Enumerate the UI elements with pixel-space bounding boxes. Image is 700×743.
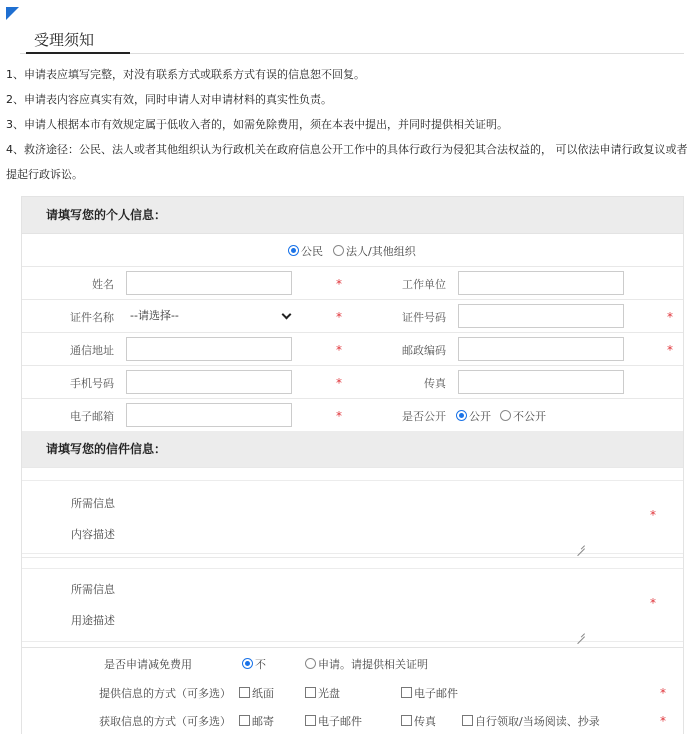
checkbox[interactable] bbox=[401, 715, 412, 726]
radio-icon[interactable] bbox=[305, 658, 316, 669]
obtain-self-option[interactable]: 自行领取/当场阅读、抄录 bbox=[462, 713, 600, 729]
fax-label: 传真 bbox=[424, 377, 446, 390]
purpose-desc-row bbox=[22, 557, 683, 647]
content-label-2: 内容描述 bbox=[71, 528, 115, 541]
content-label-1: 所需信息 bbox=[71, 497, 115, 510]
public-label: 是否公开 bbox=[402, 410, 446, 423]
provide-paper-option[interactable]: 纸面 bbox=[239, 685, 274, 701]
personal-section-header: 请填写您的个人信息： bbox=[22, 197, 683, 233]
obtain-fax-option[interactable]: 传真 bbox=[401, 713, 436, 729]
content-desc-row bbox=[22, 467, 683, 557]
obtain-mail-option[interactable]: 邮寄 bbox=[239, 713, 274, 729]
resize-grip-icon[interactable] bbox=[577, 541, 585, 549]
purpose-label-2: 用途描述 bbox=[71, 614, 115, 627]
provide-email-option[interactable]: 电子邮件 bbox=[401, 685, 458, 701]
checkbox[interactable] bbox=[239, 687, 250, 698]
radio-icon[interactable] bbox=[288, 245, 299, 256]
fee-no-option[interactable]: 不 bbox=[242, 656, 266, 672]
purpose-desc-textarea[interactable] bbox=[22, 568, 683, 642]
required-mark: * bbox=[336, 343, 342, 357]
required-mark: * bbox=[336, 409, 342, 423]
email-input[interactable] bbox=[126, 403, 292, 427]
employer-label: 工作单位 bbox=[402, 278, 446, 291]
name-row bbox=[22, 266, 683, 299]
application-form bbox=[21, 196, 684, 734]
provide-cd-option[interactable]: 光盘 bbox=[305, 685, 340, 701]
title-underline bbox=[26, 52, 130, 54]
address-row bbox=[22, 332, 683, 365]
id-row bbox=[22, 299, 683, 332]
required-mark: * bbox=[667, 310, 673, 324]
obtain-row bbox=[22, 706, 683, 734]
notice-list bbox=[6, 62, 694, 187]
notice-item: 4、救济途径：公民、法人或者其他组织认为行政机关在政府信息公开工作中的具体行政行为侵犯其合法权益的， 可以依法申请行政复议或者提起行政诉讼。 bbox=[6, 143, 688, 181]
letter-section-header: 请填写您的信件信息： bbox=[22, 431, 683, 467]
required-mark: * bbox=[336, 277, 342, 291]
employer-input[interactable] bbox=[458, 271, 624, 295]
content-desc-textarea[interactable] bbox=[22, 480, 683, 554]
provide-row bbox=[22, 678, 683, 706]
required-mark: * bbox=[650, 508, 656, 522]
public-no-option[interactable]: 不公开 bbox=[500, 408, 546, 424]
required-mark: * bbox=[667, 343, 673, 357]
id-type-label: 证件名称 bbox=[70, 311, 114, 324]
required-mark: * bbox=[336, 310, 342, 324]
fee-row bbox=[22, 648, 683, 678]
chevron-down-icon bbox=[282, 310, 292, 320]
checkbox[interactable] bbox=[305, 715, 316, 726]
fax-input[interactable] bbox=[458, 370, 624, 394]
postcode-input[interactable] bbox=[458, 337, 624, 361]
name-label: 姓名 bbox=[92, 278, 114, 291]
checkbox[interactable] bbox=[305, 687, 316, 698]
notice-item: 1、申请表应填写完整，对没有联系方式或联系方式有误的信息恕不回复。 bbox=[6, 68, 365, 81]
required-mark: * bbox=[660, 686, 666, 700]
mobile-input[interactable] bbox=[126, 370, 292, 394]
name-input[interactable] bbox=[126, 271, 292, 295]
purpose-label-1: 所需信息 bbox=[71, 583, 115, 596]
email-row bbox=[22, 398, 683, 431]
checkbox[interactable] bbox=[401, 687, 412, 698]
radio-icon[interactable] bbox=[242, 658, 253, 669]
type-citizen-option[interactable]: 公民 bbox=[288, 243, 323, 259]
required-mark: * bbox=[336, 376, 342, 390]
mobile-label: 手机号码 bbox=[70, 377, 114, 390]
notice-item: 2、申请表内容应真实有效，同时申请人对申请材料的真实性负责。 bbox=[6, 93, 332, 106]
applicant-type-row bbox=[22, 233, 683, 266]
provide-label: 提供信息的方式（可多选） bbox=[99, 687, 231, 700]
public-yes-option[interactable]: 公开 bbox=[456, 408, 491, 424]
notice-item: 3、申请人根据本市有效规定属于低收入者的，如需免除费用，须在本表中提出，并同时提供相关证明。 bbox=[6, 118, 508, 131]
checkbox[interactable] bbox=[239, 715, 250, 726]
notice-title-bar bbox=[20, 26, 684, 54]
fee-label: 是否申请减免费用 bbox=[104, 658, 192, 671]
email-label: 电子邮箱 bbox=[70, 410, 114, 423]
id-number-input[interactable] bbox=[458, 304, 624, 328]
required-mark: * bbox=[660, 714, 666, 728]
notice-title: 受理须知 bbox=[34, 31, 95, 49]
radio-icon[interactable] bbox=[456, 410, 467, 421]
corner-flag bbox=[6, 7, 19, 20]
required-mark: * bbox=[650, 596, 656, 610]
postcode-label: 邮政编码 bbox=[402, 344, 446, 357]
id-number-label: 证件号码 bbox=[402, 311, 446, 324]
obtain-label: 获取信息的方式（可多选） bbox=[99, 715, 231, 728]
obtain-email-option[interactable]: 电子邮件 bbox=[305, 713, 362, 729]
radio-icon[interactable] bbox=[333, 245, 344, 256]
mobile-row bbox=[22, 365, 683, 398]
address-label: 通信地址 bbox=[70, 344, 114, 357]
type-legal-option[interactable]: 法人/其他组织 bbox=[333, 243, 416, 259]
radio-icon[interactable] bbox=[500, 410, 511, 421]
fee-yes-option[interactable]: 申请。请提供相关证明 bbox=[305, 656, 428, 672]
resize-grip-icon[interactable] bbox=[577, 629, 585, 637]
checkbox[interactable] bbox=[462, 715, 473, 726]
id-type-select[interactable]: --请选择-- bbox=[126, 304, 292, 328]
options-block bbox=[22, 647, 683, 734]
address-input[interactable] bbox=[126, 337, 292, 361]
